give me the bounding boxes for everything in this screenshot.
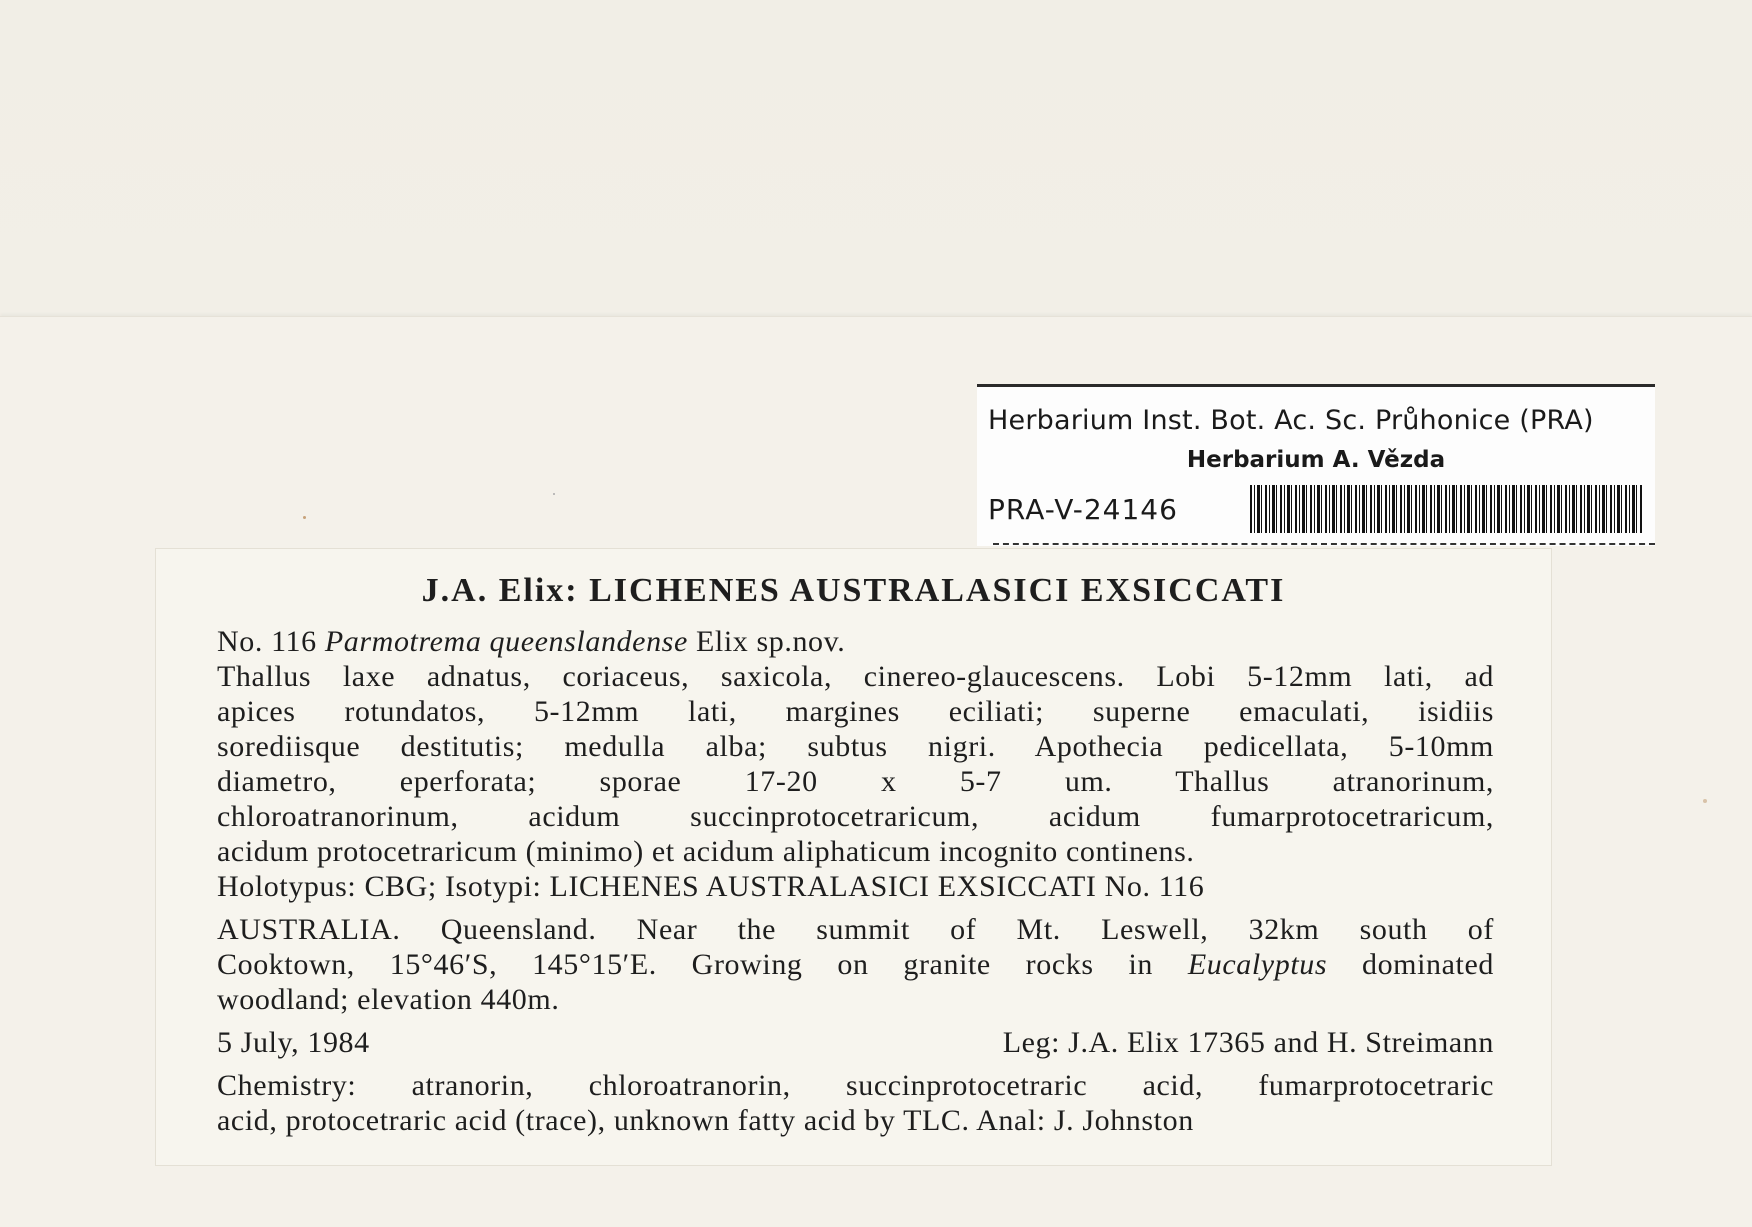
types-line: Holotypus: CBG; Isotypi: LICHENES AUSTRALASICI EXSICCATI No. 116 xyxy=(217,870,1205,903)
description-line: apices rotundatos, 5-12mm lati, margines eciliati; superne emaculati, isidiis xyxy=(217,695,1494,728)
locality-line xyxy=(217,947,1494,982)
collectors: Leg: J.A. Elix 17365 and H. Streimann xyxy=(1002,1026,1494,1059)
herbarium-institution: Herbarium Inst. Bot. Ac. Sc. Průhonice (PRA) xyxy=(988,405,1594,436)
exsiccata-number: No. 116 xyxy=(217,625,317,658)
locality-text: dominated xyxy=(1361,948,1495,981)
chemistry-line: Chemistry: atranorin, chloroatranorin, succinprotocetraric acid, fumarprotocetraric xyxy=(217,1069,1494,1102)
collection-date: 5 July, 1984 xyxy=(217,1026,370,1059)
paper-speck xyxy=(1703,799,1707,803)
species-line xyxy=(217,624,1494,659)
exsiccata-label xyxy=(155,548,1552,1166)
description-line: diametro, eperforata; sporae 17-20 x 5-7 um. Thallus atranorinum, xyxy=(217,765,1494,798)
chemistry-line: acid, protocetraric acid (trace), unknown fatty acid by TLC. Anal: J. Johnston xyxy=(217,1104,1194,1137)
envelope-back xyxy=(0,0,1752,316)
species-author: Elix sp.nov. xyxy=(695,625,846,658)
paper-speck xyxy=(303,516,306,519)
genus-name: Eucalyptus xyxy=(1187,948,1328,981)
description-line: acidum protocetraricum (minimo) et acidum aliphaticum incognito continens. xyxy=(217,835,1195,868)
description-line: Thallus laxe adnatus, coriaceus, saxicola, cinereo-glaucescens. Lobi 5-12mm lati, ad xyxy=(217,660,1494,693)
species-name: Parmotrema queenslandense xyxy=(324,625,688,658)
paper-speck xyxy=(553,493,555,495)
herbarium-collection: Herbarium A. Vězda xyxy=(1186,447,1446,473)
exsiccata-title: J.A. Elix: LICHENES AUSTRALASICI EXSICCATI xyxy=(421,572,1286,609)
collection-row xyxy=(217,1025,1494,1060)
description-line: chloroatranorinum, acidum succinprotocetraricum, acidum fumarprotocetraricum, xyxy=(217,800,1494,833)
exsiccata-body xyxy=(217,624,1494,1138)
description-line: sorediisque destitutis; medulla alba; subtus nigri. Apothecia pedicellata, 5-10mm xyxy=(217,730,1494,763)
locality-line: AUSTRALIA. Queensland. Near the summit of Mt. Leswell, 32km south of xyxy=(217,913,1494,946)
barcode xyxy=(1250,485,1642,533)
locality-line: woodland; elevation 440m. xyxy=(217,983,560,1016)
herbarium-barcode-label xyxy=(977,384,1655,546)
cut-line xyxy=(993,543,1655,545)
locality-text: Cooktown, 15°46′S, 145°15′E. Growing on granite rocks in xyxy=(217,948,1153,981)
specimen-id: PRA-V-24146 xyxy=(988,493,1178,526)
